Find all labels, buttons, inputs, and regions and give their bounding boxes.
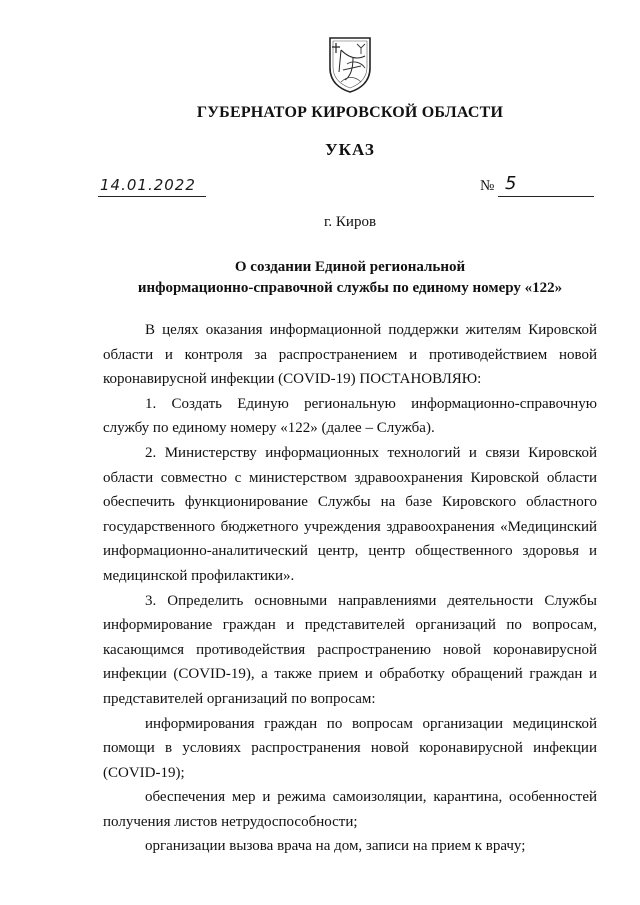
paragraph-item-2: 2. Министерству информационных технологий и связи Кировской области совместно с министерством здравоохранения Кировской области обеспечить функционирование Службы на базе Кировского областного государственного бюджетного учреждения здравоохранения «Медицинский информационно-аналитический центр, центр общественного здоровья и медицинской профилактики». [103, 444, 597, 584]
subject-line: информационно-справочной службы по единому номеру «122» [137, 280, 563, 296]
paragraph-preamble: В целях оказания информационной поддержки жителям Кировской области и контроля за распространением и противодействием новой коронавирусной инфекции (COVID-19) ПОСТАНОВЛЯЮ: [103, 322, 597, 388]
number-underline [498, 196, 594, 197]
paragraph-subitem: информирования граждан по вопросам организации медицинской помощи в условиях распространения новой коронавирусной инфекции (COVID-19); [103, 715, 597, 781]
subject-line: О создании Единой региональной [234, 259, 466, 275]
document-type: УКАЗ [325, 140, 375, 159]
kirov-oblast-coat-of-arms-icon [327, 36, 373, 94]
paragraph-subitem: обеспечения мер и режима самоизоляции, карантина, особенностей получения листов нетрудоспособности; [103, 789, 597, 830]
number-label: № [480, 178, 495, 194]
city: г. Киров [323, 214, 377, 230]
paragraph-item-1: 1. Создать Единую региональную информационно-справочную службу по единому номеру «122» (далее – Служба). [103, 395, 597, 437]
document-subject [0, 257, 640, 299]
date-underline [98, 196, 206, 197]
document-date: 14.01.2022 [100, 176, 196, 194]
paragraph-subitem: организации вызова врача на дом, записи на прием к врачу; [145, 838, 526, 855]
document-number: 5 [505, 173, 517, 194]
document-body [103, 318, 597, 859]
paragraph-item-3: 3. Определить основными направлениями деятельности Службы информирование граждан и представителей организаций по вопросам, касающимся противодействия распространению новой коронавирусной инфекции (COVID-19), а также прием и обработку обращений граждан и представителей организаций по вопросам: [103, 592, 597, 707]
issuing-authority: ГУБЕРНАТОР КИРОВСКОЙ ОБЛАСТИ [196, 104, 504, 121]
